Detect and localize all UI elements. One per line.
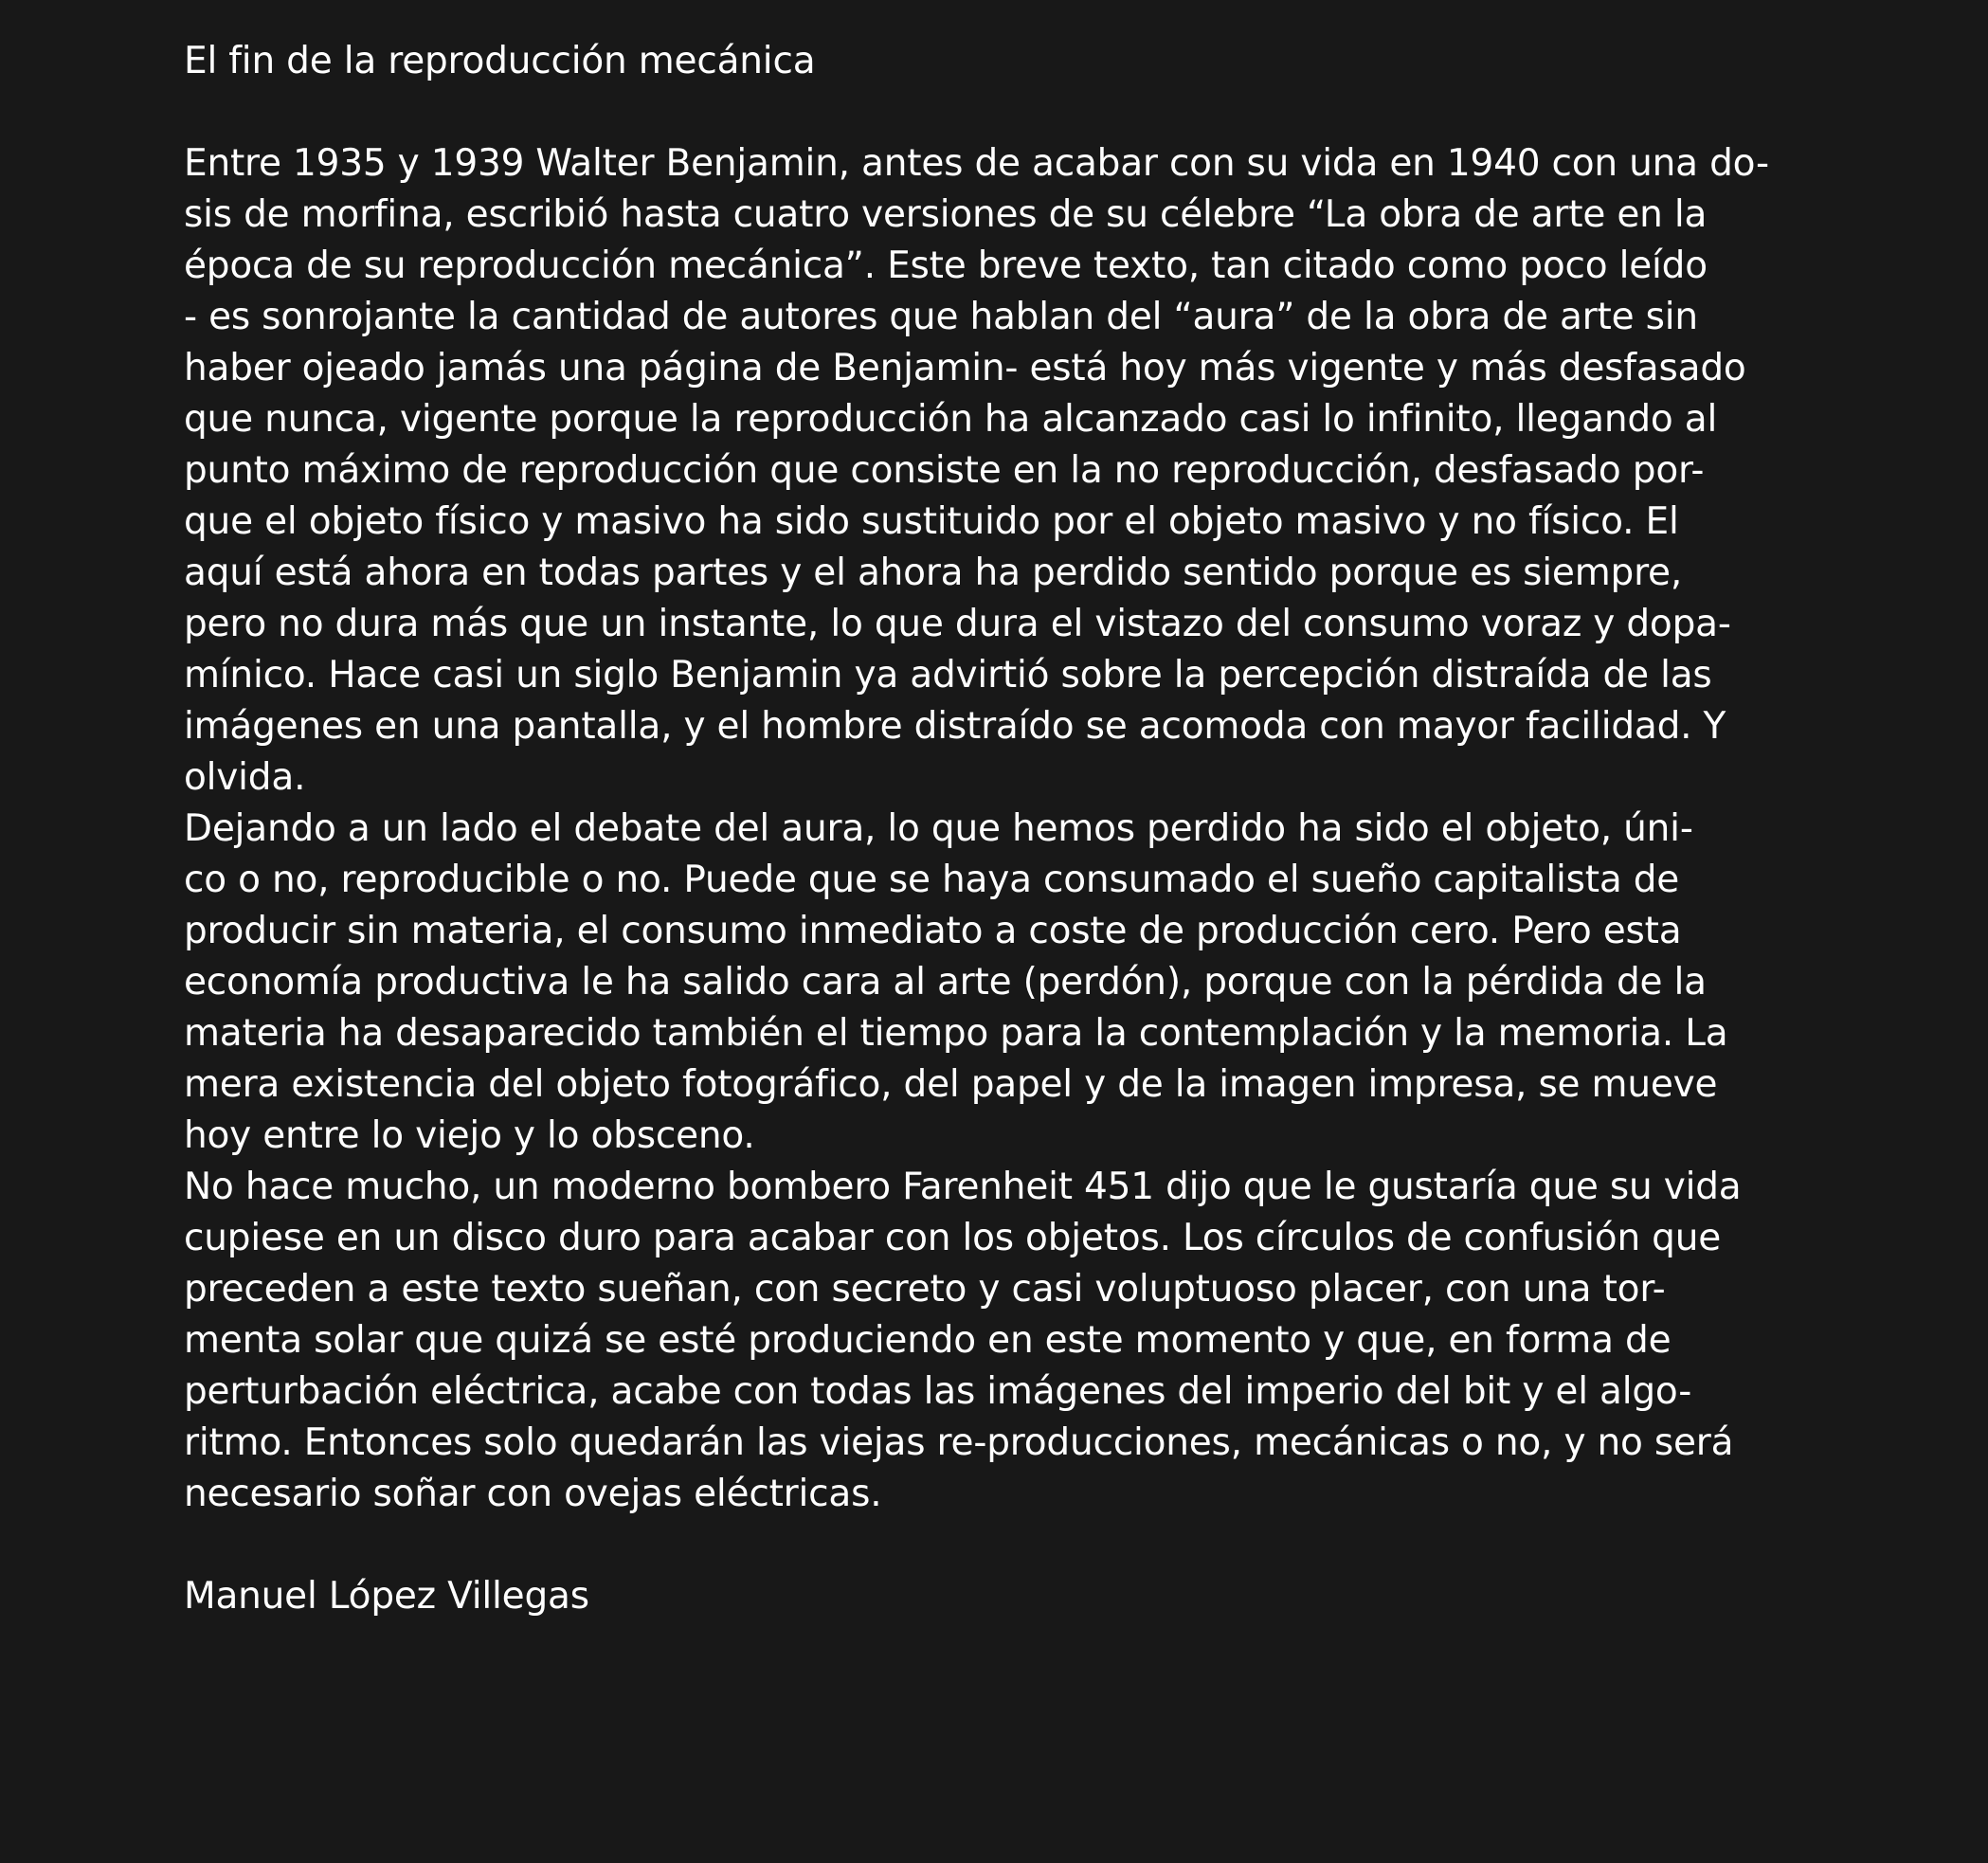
- text-line: haber ojeado jamás una página de Benjamin- está hoy más vigente y más desfasado: [184, 347, 1746, 389]
- paragraph-3: [184, 1162, 1866, 1520]
- text-line: aquí está ahora en todas partes y el ahora ha perdido sentido porque es siempre,: [184, 552, 1683, 594]
- paragraph-1: [184, 138, 1866, 804]
- paragraph-2: [184, 804, 1866, 1162]
- text-line: Dejando a un lado el debate del aura, lo que hemos perdido ha sido el objeto, úni-: [184, 807, 1693, 850]
- text-line: necesario soñar con ovejas eléctricas.: [184, 1473, 882, 1515]
- text-line: producir sin materia, el consumo inmediato a coste de producción cero. Pero esta: [184, 910, 1682, 952]
- text-line: hoy entre lo viejo y lo obsceno.: [184, 1114, 755, 1157]
- text-line: ritmo. Entonces solo quedarán las viejas re-producciones, mecánicas o no, y no será: [184, 1421, 1734, 1464]
- text-line: perturbación eléctrica, acabe con todas las imágenes del imperio del bit y el algo-: [184, 1370, 1692, 1413]
- text-line: imágenes en una pantalla, y el hombre distraído se acomoda con mayor facilidad. Y: [184, 705, 1726, 748]
- text-line: economía productiva le ha salido cara al arte (perdón), porque con la pérdida de la: [184, 961, 1707, 1004]
- text-line: menta solar que quizá se esté produciendo en este momento y que, en forma de: [184, 1319, 1672, 1362]
- text-line: pero no dura más que un instante, lo que dura el vistazo del consumo voraz y dopa-: [184, 603, 1731, 645]
- article: [184, 36, 1866, 1622]
- text-line: sis de morfina, escribió hasta cuatro versiones de su célebre “La obra de arte en la: [184, 193, 1708, 236]
- text-line: que nunca, vigente porque la reproducción ha alcanzado casi lo infinito, llegando al: [184, 398, 1718, 441]
- text-line: época de su reproducción mecánica”. Este breve texto, tan citado como poco leído: [184, 244, 1708, 287]
- article-title: El fin de la reproducción mecánica: [184, 40, 816, 82]
- text-line: punto máximo de reproducción que consiste en la no reproducción, desfasado por-: [184, 449, 1705, 492]
- text-line: olvida.: [184, 756, 306, 799]
- text-line: materia ha desaparecido también el tiempo para la contemplación y la memoria. La: [184, 1012, 1728, 1055]
- text-line: preceden a este texto sueñan, con secreto y casi voluptuoso placer, con una tor-: [184, 1268, 1666, 1311]
- text-line: mera existencia del objeto fotográfico, del papel y de la imagen impresa, se mueve: [184, 1063, 1718, 1106]
- text-line: que el objeto físico y masivo ha sido sustituido por el objeto masivo y no físico. El: [184, 500, 1679, 543]
- text-line: co o no, reproducible o no. Puede que se haya consumado el sueño capitalista de: [184, 859, 1680, 901]
- text-line: mínico. Hace casi un siglo Benjamin ya advirtió sobre la percepción distraída de las: [184, 654, 1712, 696]
- text-line: - es sonrojante la cantidad de autores que hablan del “aura” de la obra de arte sin: [184, 296, 1698, 338]
- author-name: Manuel López Villegas: [184, 1575, 589, 1618]
- text-line: Entre 1935 y 1939 Walter Benjamin, antes de acabar con su vida en 1940 con una do-: [184, 142, 1769, 185]
- text-line: No hace mucho, un moderno bombero Farenheit 451 dijo que le gustaría que su vida: [184, 1166, 1742, 1208]
- text-line: cupiese en un disco duro para acabar con los objetos. Los círculos de confusión que: [184, 1217, 1722, 1259]
